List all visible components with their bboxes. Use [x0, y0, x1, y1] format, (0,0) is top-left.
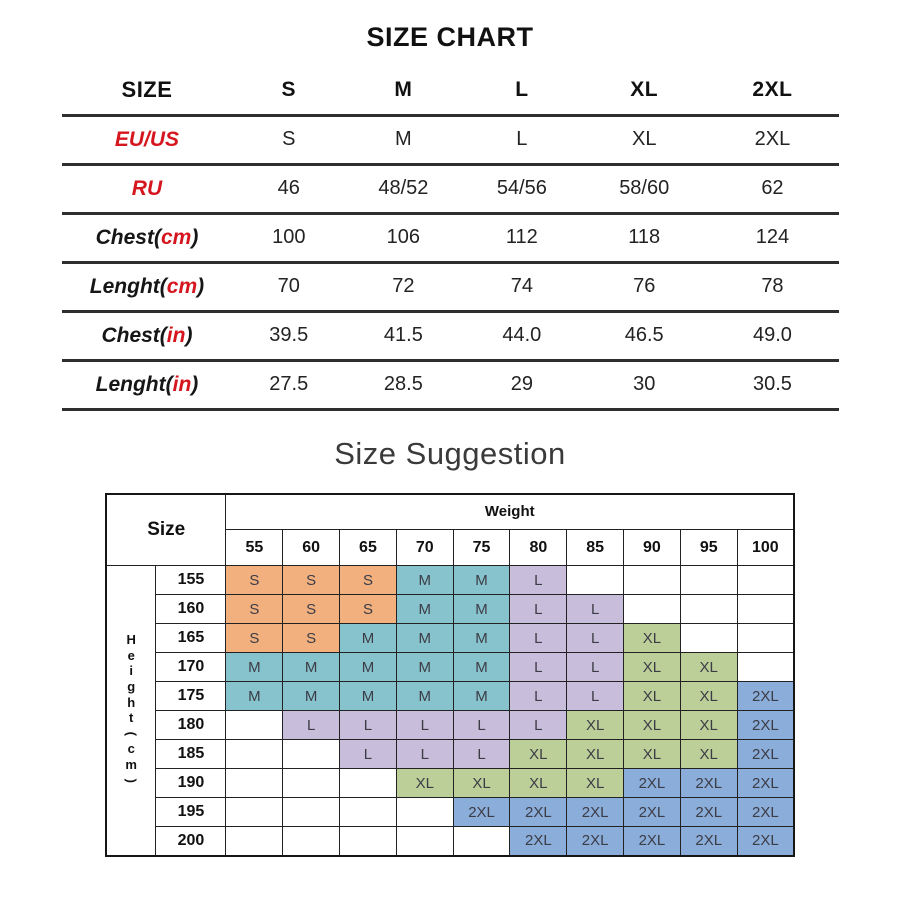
suggestion-cell-m: M — [340, 624, 397, 653]
suggestion-cell-2xl: 2XL — [680, 827, 737, 856]
weight-value: 80 — [510, 530, 567, 566]
suggestion-cell-s: S — [226, 595, 283, 624]
suggestion-cell-empty — [737, 595, 794, 624]
weight-value: 75 — [453, 530, 510, 566]
suggestion-cell-empty — [624, 566, 681, 595]
suggestion-cell-empty — [340, 798, 397, 827]
table-row-eu-us — [62, 115, 839, 164]
suggestion-cell-empty — [283, 769, 340, 798]
suggestion-row — [106, 624, 794, 653]
suggestion-cell-xl: XL — [510, 740, 567, 769]
suggestion-cell-2xl: 2XL — [567, 798, 624, 827]
table-row-chest-cm — [62, 213, 839, 262]
suggestion-cell-m: M — [226, 682, 283, 711]
suggestion-cell-2xl: 2XL — [624, 769, 681, 798]
table-header-row — [62, 66, 839, 115]
col-header-xl: XL — [582, 66, 706, 115]
suggestion-cell-m: M — [396, 595, 453, 624]
cell: 29 — [462, 360, 582, 409]
suggestion-cell-m: M — [340, 682, 397, 711]
col-header-l: L — [462, 66, 582, 115]
suggestion-cell-empty — [737, 566, 794, 595]
suggestion-cell-empty — [283, 798, 340, 827]
suggestion-cell-empty — [226, 827, 283, 856]
height-value: 175 — [156, 682, 226, 711]
suggestion-row — [106, 740, 794, 769]
table-row-chest-in — [62, 311, 839, 360]
suggestion-cell-l: L — [510, 595, 567, 624]
cell: 28.5 — [345, 360, 462, 409]
suggestion-cell-empty — [226, 769, 283, 798]
cell: 106 — [345, 213, 462, 262]
suggestion-cell-empty — [283, 827, 340, 856]
suggestion-cell-empty — [226, 798, 283, 827]
suggestion-cell-m: M — [283, 653, 340, 682]
size-chart-table — [62, 66, 839, 411]
suggestion-cell-l: L — [510, 566, 567, 595]
suggestion-cell-empty — [680, 566, 737, 595]
suggestion-cell-empty — [226, 711, 283, 740]
suggestion-cell-empty — [283, 740, 340, 769]
row-label: Lenght(cm) — [62, 262, 233, 311]
suggestion-cell-s: S — [340, 595, 397, 624]
col-header-m: M — [345, 66, 462, 115]
cell: 74 — [462, 262, 582, 311]
height-value: 170 — [156, 653, 226, 682]
suggestion-cell-2xl: 2XL — [680, 798, 737, 827]
suggestion-cell-l: L — [453, 711, 510, 740]
suggestion-cell-l: L — [567, 595, 624, 624]
col-header-2xl: 2XL — [706, 66, 838, 115]
cell: 46.5 — [582, 311, 706, 360]
suggestion-cell-s: S — [226, 624, 283, 653]
suggestion-header-row — [106, 494, 794, 530]
suggestion-cell-xl: XL — [567, 769, 624, 798]
weight-value: 55 — [226, 530, 283, 566]
cell: 76 — [582, 262, 706, 311]
suggestion-cell-xl: XL — [680, 653, 737, 682]
cell: 58/60 — [582, 164, 706, 213]
row-label: EU/US — [62, 115, 233, 164]
suggestion-cell-s: S — [283, 595, 340, 624]
suggestion-cell-m: M — [226, 653, 283, 682]
height-value: 195 — [156, 798, 226, 827]
suggestion-cell-l: L — [283, 711, 340, 740]
suggestion-cell-xl: XL — [567, 711, 624, 740]
suggestion-cell-m: M — [396, 653, 453, 682]
suggestion-row — [106, 711, 794, 740]
suggestion-cell-xl: XL — [624, 682, 681, 711]
suggestion-cell-empty — [396, 827, 453, 856]
table-row-ru — [62, 164, 839, 213]
row-label: Lenght(in) — [62, 360, 233, 409]
row-label: Chest(in) — [62, 311, 233, 360]
suggestion-cell-m: M — [453, 595, 510, 624]
suggestion-cell-2xl: 2XL — [510, 827, 567, 856]
cell: 30.5 — [706, 360, 838, 409]
height-value: 180 — [156, 711, 226, 740]
weight-value: 85 — [567, 530, 624, 566]
size-suggestion-title: Size Suggestion — [334, 435, 566, 471]
cell: 44.0 — [462, 311, 582, 360]
size-header-label: SIZE — [62, 66, 233, 115]
cell: 78 — [706, 262, 838, 311]
suggestion-cell-m: M — [340, 653, 397, 682]
suggestion-cell-empty — [340, 827, 397, 856]
suggestion-cell-empty — [737, 653, 794, 682]
suggestion-cell-empty — [396, 798, 453, 827]
size-suggestion-table — [105, 493, 795, 857]
cell: 112 — [462, 213, 582, 262]
cell: 100 — [232, 213, 345, 262]
suggestion-cell-s: S — [283, 624, 340, 653]
cell: 54/56 — [462, 164, 582, 213]
cell: 2XL — [706, 115, 838, 164]
weight-value: 90 — [624, 530, 681, 566]
suggestion-cell-l: L — [510, 624, 567, 653]
cell: 49.0 — [706, 311, 838, 360]
suggestion-cell-l: L — [510, 653, 567, 682]
suggestion-cell-2xl: 2XL — [624, 798, 681, 827]
cell: 27.5 — [232, 360, 345, 409]
suggestion-cell-l: L — [567, 624, 624, 653]
col-header-s: S — [232, 66, 345, 115]
weight-value: 70 — [396, 530, 453, 566]
suggestion-cell-2xl: 2XL — [737, 769, 794, 798]
cell: 70 — [232, 262, 345, 311]
suggestion-cell-s: S — [283, 566, 340, 595]
suggestion-row — [106, 653, 794, 682]
suggestion-cell-2xl: 2XL — [737, 682, 794, 711]
suggestion-cell-l: L — [567, 653, 624, 682]
table-row-lenght-in — [62, 360, 839, 409]
suggestion-table-body — [106, 494, 794, 856]
suggestion-cell-l: L — [396, 711, 453, 740]
suggestion-cell-m: M — [396, 566, 453, 595]
cell: 118 — [582, 213, 706, 262]
weight-value: 60 — [283, 530, 340, 566]
weight-value: 95 — [680, 530, 737, 566]
suggestion-cell-m: M — [453, 624, 510, 653]
cell: 41.5 — [345, 311, 462, 360]
cell: 30 — [582, 360, 706, 409]
height-value: 185 — [156, 740, 226, 769]
height-value: 190 — [156, 769, 226, 798]
suggestion-cell-empty — [680, 595, 737, 624]
table-row-lenght-cm — [62, 262, 839, 311]
suggestion-row — [106, 769, 794, 798]
suggestion-cell-xl: XL — [510, 769, 567, 798]
suggestion-cell-m: M — [396, 624, 453, 653]
suggestion-cell-xl: XL — [624, 711, 681, 740]
weight-value: 100 — [737, 530, 794, 566]
suggestion-cell-2xl: 2XL — [737, 711, 794, 740]
height-value: 160 — [156, 595, 226, 624]
suggestion-row — [106, 827, 794, 856]
suggestion-cell-2xl: 2XL — [453, 798, 510, 827]
suggestion-cell-m: M — [283, 682, 340, 711]
cell: 39.5 — [232, 311, 345, 360]
suggestion-cell-2xl: 2XL — [737, 798, 794, 827]
suggestion-cell-m: M — [396, 682, 453, 711]
weight-axis-label: Weight — [226, 494, 794, 530]
weight-value: 65 — [340, 530, 397, 566]
cell: XL — [582, 115, 706, 164]
suggestion-cell-empty — [737, 624, 794, 653]
suggestion-cell-empty — [340, 769, 397, 798]
suggestion-cell-xl: XL — [453, 769, 510, 798]
suggestion-row — [106, 595, 794, 624]
suggestion-cell-l: L — [510, 682, 567, 711]
suggestion-cell-xl: XL — [624, 740, 681, 769]
cell: 46 — [232, 164, 345, 213]
cell: S — [232, 115, 345, 164]
suggestion-cell-2xl: 2XL — [737, 827, 794, 856]
suggestion-cell-s: S — [226, 566, 283, 595]
suggestion-cell-xl: XL — [680, 682, 737, 711]
cell: 124 — [706, 213, 838, 262]
suggestion-cell-l: L — [567, 682, 624, 711]
suggestion-cell-empty — [680, 624, 737, 653]
suggestion-cell-empty — [567, 566, 624, 595]
suggestion-cell-empty — [624, 595, 681, 624]
height-value: 200 — [156, 827, 226, 856]
suggestion-cell-empty — [453, 827, 510, 856]
suggestion-row — [106, 566, 794, 595]
suggestion-cell-l: L — [453, 740, 510, 769]
suggestion-cell-xl: XL — [396, 769, 453, 798]
suggestion-cell-l: L — [510, 711, 567, 740]
suggestion-cell-m: M — [453, 566, 510, 595]
suggestion-cell-s: S — [340, 566, 397, 595]
height-axis-label: H e i g h t ( c m ) — [106, 566, 156, 856]
row-label: RU — [62, 164, 233, 213]
cell: 62 — [706, 164, 838, 213]
suggestion-cell-xl: XL — [624, 624, 681, 653]
suggestion-cell-l: L — [396, 740, 453, 769]
height-value: 165 — [156, 624, 226, 653]
suggestion-row — [106, 798, 794, 827]
size-corner-label: Size — [106, 494, 226, 566]
suggestion-cell-l: L — [340, 711, 397, 740]
suggestion-cell-2xl: 2XL — [510, 798, 567, 827]
suggestion-cell-l: L — [340, 740, 397, 769]
suggestion-cell-empty — [226, 740, 283, 769]
cell: 48/52 — [345, 164, 462, 213]
row-label: Chest(cm) — [62, 213, 233, 262]
suggestion-cell-2xl: 2XL — [737, 740, 794, 769]
cell: 72 — [345, 262, 462, 311]
suggestion-cell-2xl: 2XL — [567, 827, 624, 856]
suggestion-cell-xl: XL — [624, 653, 681, 682]
cell: L — [462, 115, 582, 164]
size-chart-title: SIZE CHART — [366, 22, 534, 52]
suggestion-cell-m: M — [453, 682, 510, 711]
height-value: 155 — [156, 566, 226, 595]
cell: M — [345, 115, 462, 164]
suggestion-cell-xl: XL — [680, 740, 737, 769]
suggestion-cell-m: M — [453, 653, 510, 682]
suggestion-row — [106, 682, 794, 711]
suggestion-cell-xl: XL — [680, 711, 737, 740]
suggestion-cell-xl: XL — [567, 740, 624, 769]
suggestion-cell-2xl: 2XL — [680, 769, 737, 798]
suggestion-cell-2xl: 2XL — [624, 827, 681, 856]
